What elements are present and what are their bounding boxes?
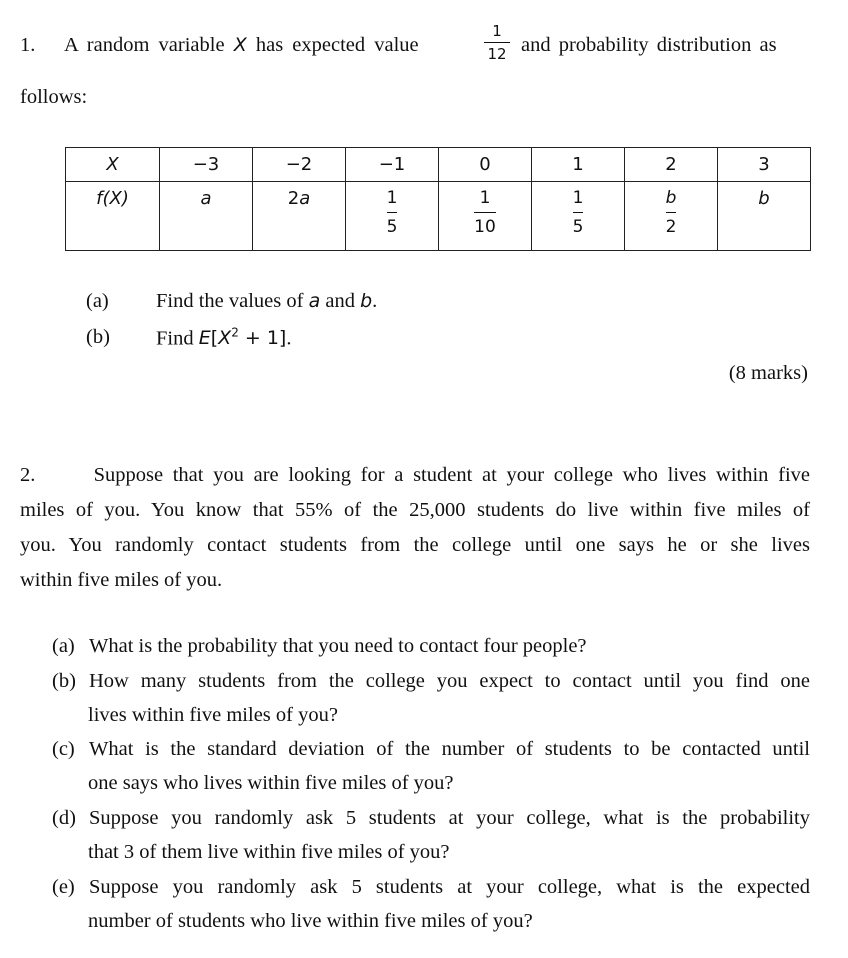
q2-item-label: (c)	[52, 738, 75, 760]
table-header-fx	[66, 182, 160, 251]
q2-item-a	[52, 629, 810, 663]
table-cell-fx-text: 2a	[287, 188, 311, 209]
table-cell-fx	[532, 182, 625, 251]
q2-item-label: (a)	[52, 635, 75, 657]
q2-item-line2: lives within five miles of you?	[88, 704, 338, 726]
table-cell-fx	[439, 182, 532, 251]
table-cell-x: −2	[253, 148, 346, 182]
q2-para-line2: miles of you. You know that 55% of the 25,000 students do live within five miles of	[20, 499, 810, 521]
expected-value-numerator: 1	[492, 22, 502, 40]
table-cell-fx	[346, 182, 439, 251]
question-1-heading	[20, 22, 810, 72]
q2-para-line1: Suppose that you are looking for a student at your college who lives within five	[93, 464, 811, 486]
probability-distribution-table	[65, 147, 811, 251]
question-2-paragraph	[20, 458, 810, 598]
table-fraction: $\frac{b}{2}$	[665, 188, 677, 237]
q2-para-line3: you. You randomly contact students from the college until one says he or she lives	[20, 534, 810, 556]
question-1-marks: (8 marks)	[728, 362, 808, 384]
q2-item-e	[52, 870, 810, 938]
table-cell-x: 1	[532, 148, 625, 182]
q2-item-line1: Suppose you randomly ask 5 students at your college, what is the expected	[89, 876, 810, 898]
question-2-number: 2.	[20, 464, 36, 486]
table-cell-fx	[718, 182, 811, 251]
expected-value-fraction	[482, 22, 512, 63]
q1-part-a-text: Find the values of a and b.	[156, 290, 378, 312]
table-fraction: $\frac{1}{5}$	[572, 188, 584, 237]
q1-part-a-label: (a)	[86, 290, 109, 312]
q2-item-d	[52, 801, 810, 869]
q2-item-label: (e)	[52, 876, 75, 898]
question-1-number: 1.	[20, 34, 36, 56]
q2-para-line	[20, 458, 810, 493]
fraction-bar	[484, 42, 510, 43]
table-fraction: $\frac{1}{10}$	[474, 188, 496, 237]
q2-item-line1: What is the probability that you need to contact four people?	[89, 635, 587, 657]
question-1-intro-a: A random variable X has expected value	[64, 34, 419, 56]
q2-item-line2: one says who lives within five miles of you?	[88, 772, 454, 794]
q2-item-line1: How many students from the college you expect to contact until you find one	[89, 670, 810, 692]
table-cell-x: −1	[346, 148, 439, 182]
table-cell-x: 3	[718, 148, 811, 182]
q2-item-b	[52, 664, 810, 732]
table-cell-x: −3	[160, 148, 253, 182]
q2-item-label: (b)	[52, 670, 76, 692]
table-row-fx	[66, 182, 811, 251]
q2-item-line1: What is the standard deviation of the number of students to be contacted until	[89, 738, 810, 760]
expected-value-denominator: 12	[487, 45, 507, 63]
q2-item-c	[52, 732, 810, 800]
q1-part-b-label: (b)	[86, 326, 110, 348]
q2-item-line2: number of students who live within five miles of you?	[88, 910, 533, 932]
table-cell-fx	[625, 182, 718, 251]
table-cell-fx-text: a	[200, 188, 212, 209]
table-row-x	[66, 148, 811, 182]
table-cell-x: 2	[625, 148, 718, 182]
table-header-fx-text: f(X)	[96, 188, 129, 209]
q2-item-line1: Suppose you randomly ask 5 students at your college, what is the probability	[89, 807, 810, 829]
table-cell-fx	[160, 182, 253, 251]
q2-item-label: (d)	[52, 807, 76, 829]
table-cell-fx-text: b	[758, 188, 770, 209]
question-1-intro-b: and probability distribution as	[521, 34, 777, 56]
table-cell-x: 0	[439, 148, 532, 182]
question-1-intro-c: follows:	[20, 86, 88, 108]
table-header-x: X	[66, 148, 160, 182]
q2-item-line2: that 3 of them live within five miles of you?	[88, 841, 450, 863]
q1-part-b-text: Find $E[X^2 + 1]$.	[156, 326, 292, 350]
q2-para-line4: within five miles of you.	[20, 569, 223, 591]
table-fraction: $\frac{1}{5}$	[386, 188, 398, 237]
table-cell-fx	[253, 182, 346, 251]
